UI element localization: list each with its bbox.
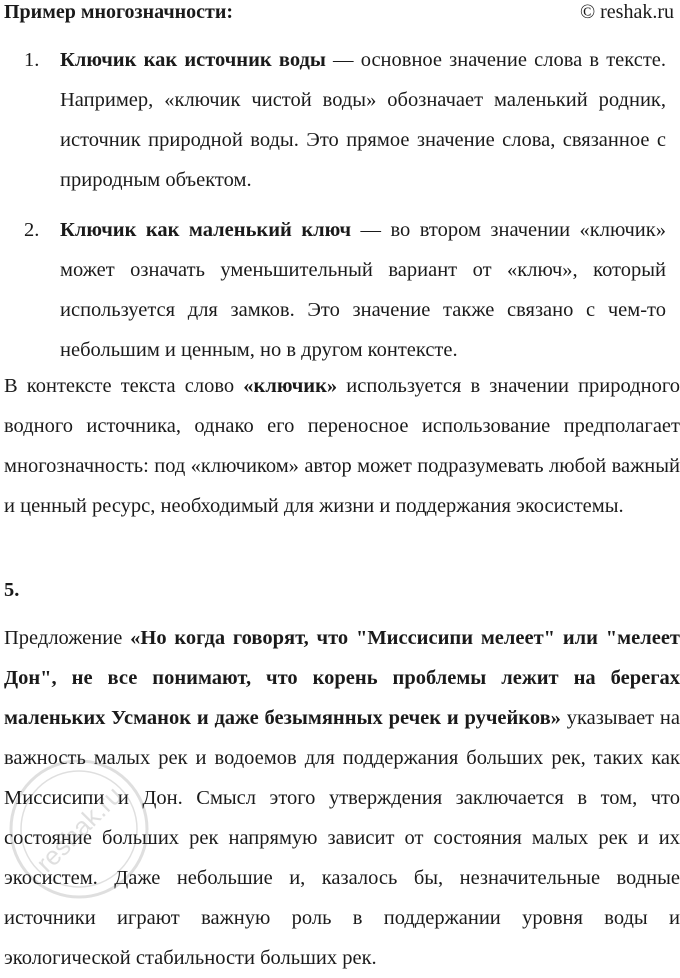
- paragraph-bold: «Но когда говорят, что "Миссисипи мелеет" или "мелеет Дон", не все понимают, что корень проблемы лежит на берегах маленьких Усманок и даже безымянных речек и ручейков»: [4, 627, 680, 729]
- list-item-text: — во втором значении «ключик» может означать уменьшительный вариант от «ключ», который используется для замков. Это значение также связано с чем-то небольшим и ценным, но в другом контексте.: [60, 219, 666, 361]
- meanings-list: [0, 40, 680, 370]
- stamp-text: reshak.ru: [30, 780, 128, 878]
- list-item-term: Ключик как источник воды: [60, 49, 326, 71]
- page-title: Пример многозначности:: [4, 1, 234, 23]
- list-item-text: — основное значение слова в тексте. Например, «ключик чистой воды» обозначает маленький родник, источник природной воды. Это прямое значение слова, связанное с природным объектом.: [60, 49, 667, 191]
- paragraph-text: используется в значении природного водного источника, однако его переносное использование предполагает многозначность: под «ключиком» автор может подразумевать любой важный и ценный ресурс, необходимый для жизни и поддержания экосистемы.: [4, 375, 680, 517]
- list-item: [0, 40, 680, 200]
- copyright-watermark: © reshak.ru: [579, 1, 674, 23]
- list-item-number: 2.: [24, 219, 40, 241]
- paragraph-text: Предложение: [4, 627, 131, 649]
- paragraph-text: В контексте текста слово: [4, 375, 244, 397]
- context-paragraph: [4, 366, 680, 526]
- paragraph-text: указывает на важность малых рек и водоемов для поддержания больших рек, таких как Миссисипи и Дон. Смысл этого утверждения заключается в том, что состояние больших рек напрямую зависит от состояния малых рек и их экосистем. Даже небольшие и, казалось бы, незначительные водные источники играют важную роль в поддержании уровня воды и экологической стабильности больших рек.: [4, 707, 680, 969]
- sentence-analysis-paragraph: [4, 618, 680, 978]
- list-item-number: 1.: [24, 49, 40, 71]
- list-item-term: Ключик как маленький ключ: [60, 219, 352, 241]
- page-header: [4, 0, 674, 28]
- section-number: 5.: [4, 579, 20, 601]
- list-item: [0, 210, 680, 370]
- paragraph-bold: «ключик»: [243, 375, 338, 397]
